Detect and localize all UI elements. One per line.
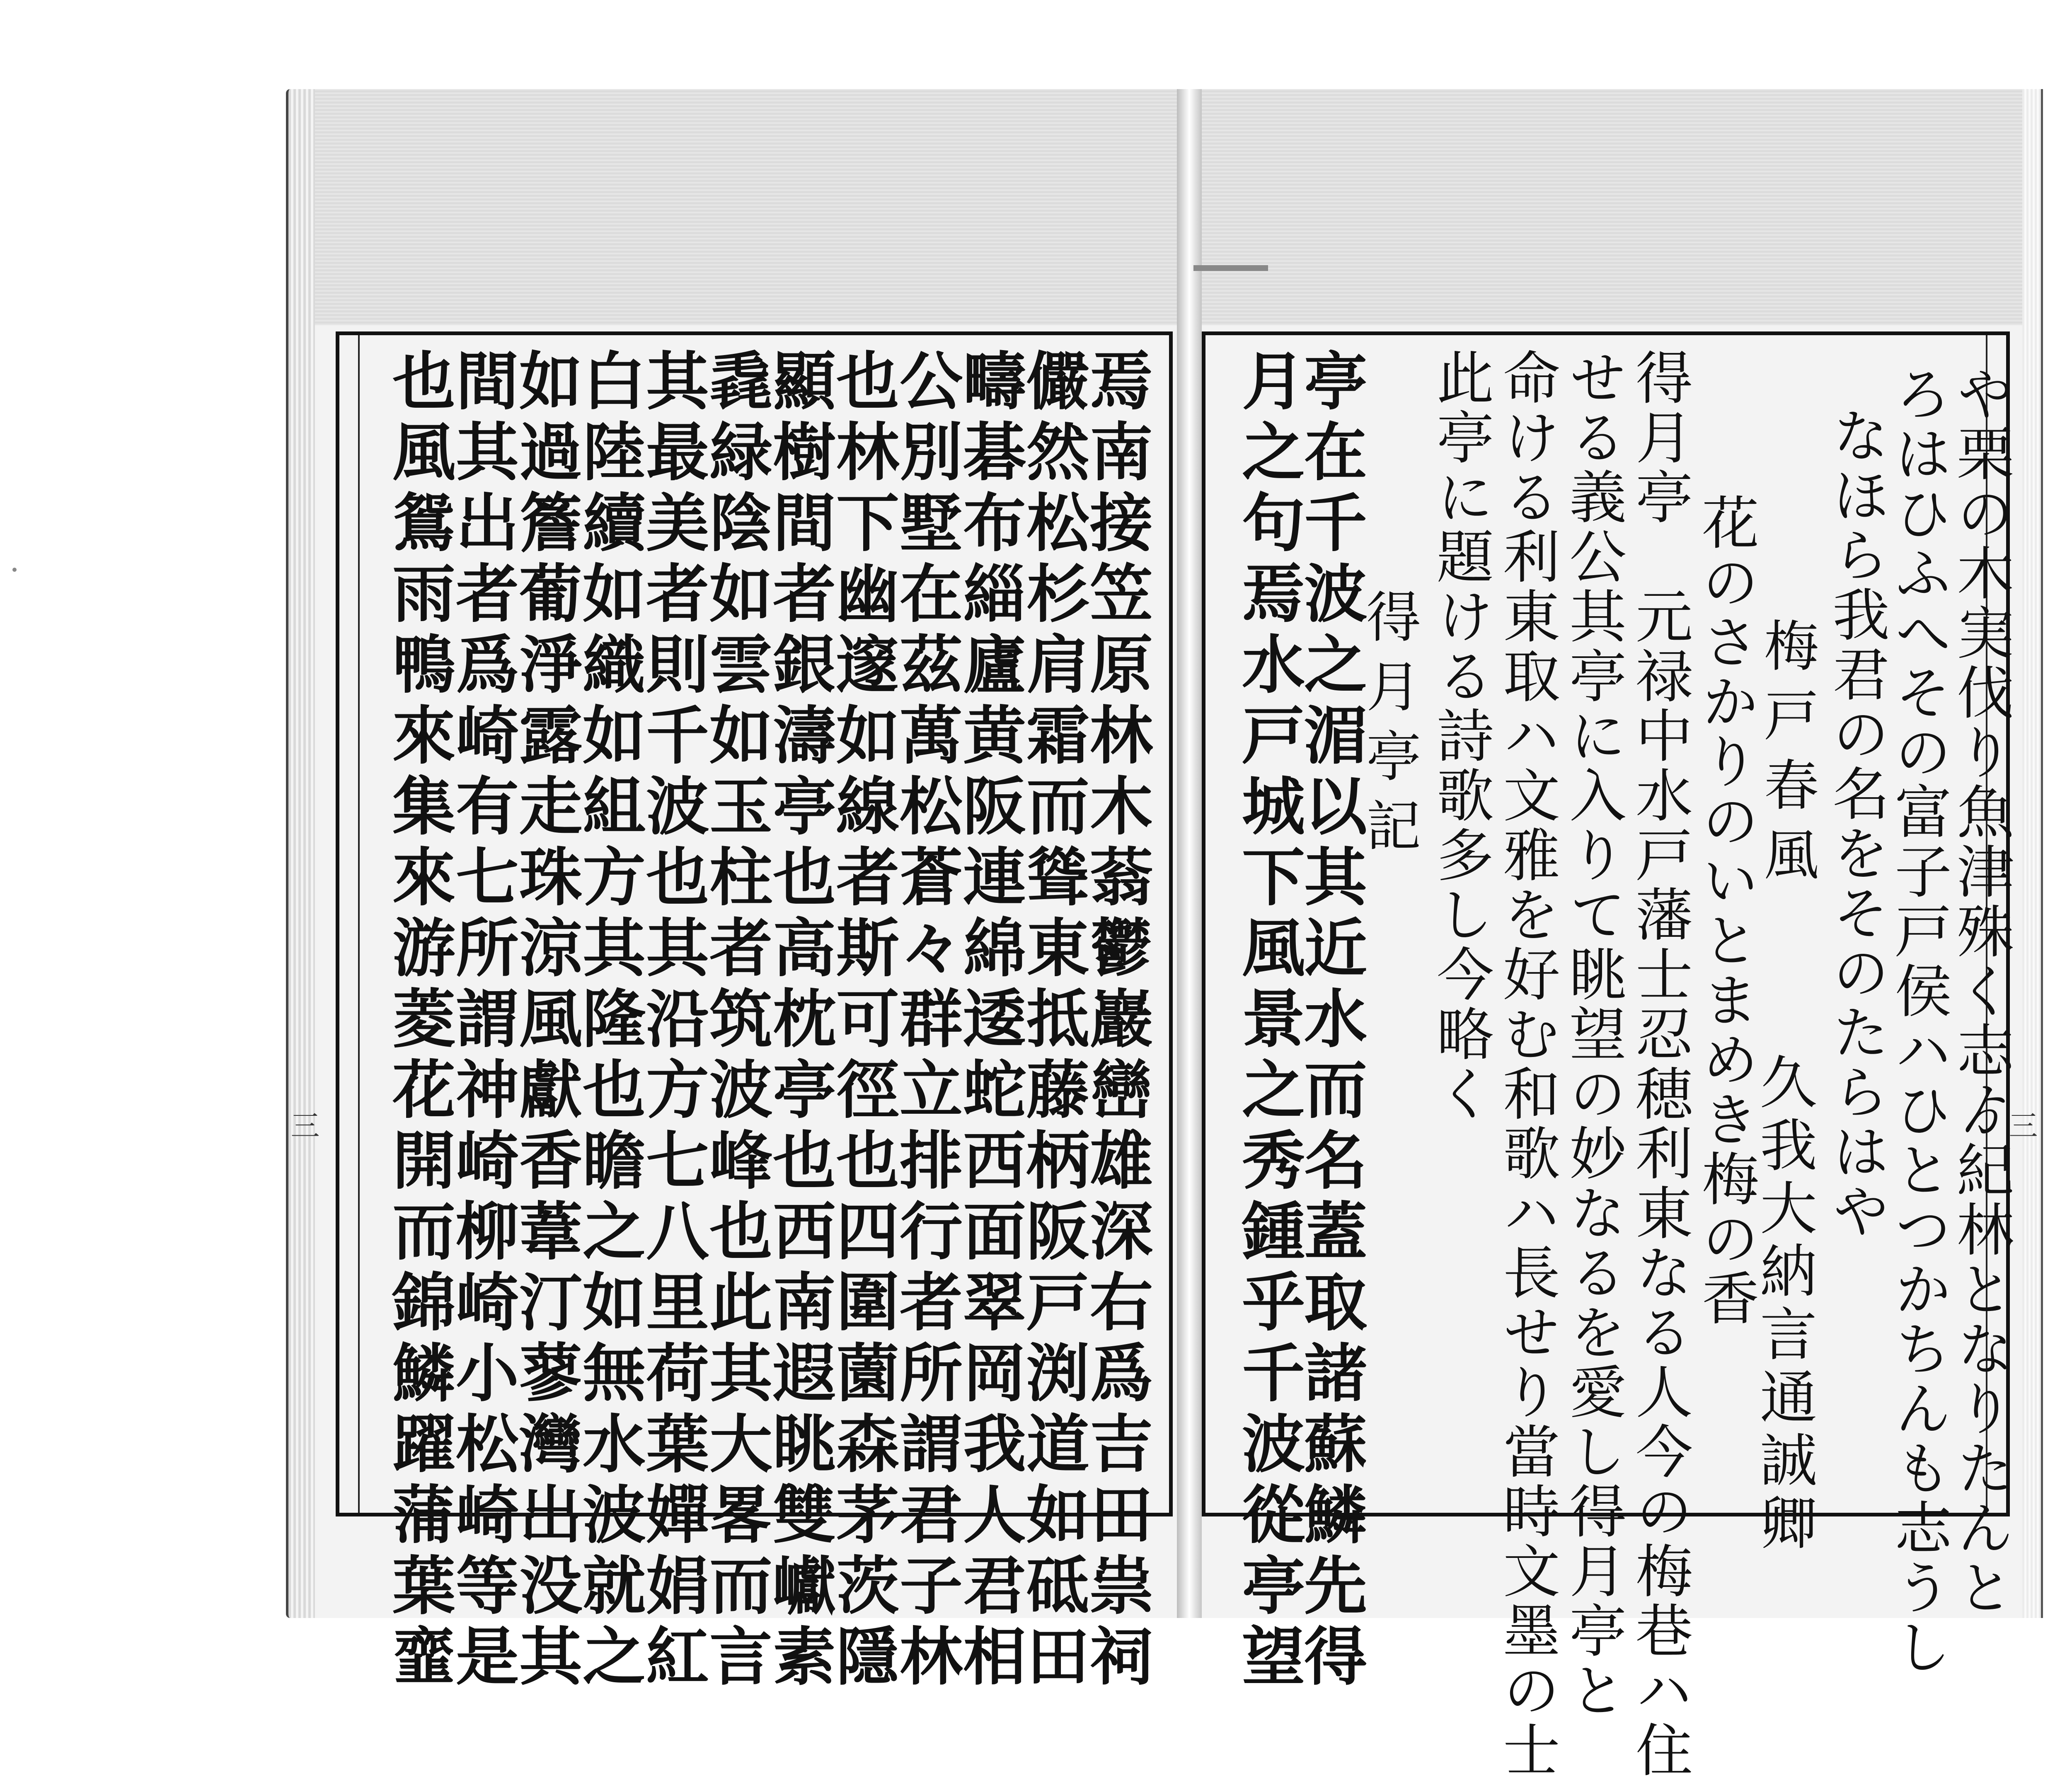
right-kanbun-line-2: 亭在千波之湄以其近水而名蓋取諸蘇鱗先得 [1294, 348, 1368, 1694]
kana-line-4: 得月亭 元禄中水戸藩士忍穂利東なる人今の梅巷ハ住 [1626, 348, 1693, 1780]
top-margin-right [1193, 89, 2022, 325]
smudge-mark [1193, 265, 1268, 271]
kana-line-3: せる義公其亭に入りて眺望の妙なるを愛し得月亭と [1560, 348, 1627, 1720]
poem-title: 梅戸春風 [1755, 617, 1818, 896]
left-line-2: 間其出者爲崎有七所謂神崎柳崎小松崎等是 [445, 348, 520, 1694]
page-edge-right [2022, 89, 2043, 1618]
left-line-9: 公別墅在茲萬松蒼々群立排行者所謂君子林 [889, 348, 963, 1694]
left-line-12: 焉南接笠原林木蓊鬱巖巒雄深右爲吉田祟祠 [1080, 348, 1154, 1694]
poem-line-1: なほら我君の名をそのたらはや [1823, 406, 1890, 1241]
poem-line-2: ろはひふへその富子戸侯ハひとつかちんも志うし [1885, 365, 1952, 1677]
dust-speck [12, 568, 17, 572]
left-line-8: 也林下幽邃如線者斯可徑也四圍薗森茅茨隱 [826, 348, 900, 1694]
kana-line-1: 此亭に題ける詩歌多し今略く [1427, 348, 1494, 1124]
kanbun-title: 得月亭記 [1357, 588, 1421, 867]
poem-author: 久我大納言通誠卿 [1750, 1052, 1817, 1556]
folio-right: 三 [2004, 1110, 2038, 1139]
left-line-7: 顯樹間者銀濤亭也高枕亭也西南遐眺雙巘素 [762, 348, 837, 1694]
top-margin-left [315, 89, 1185, 325]
left-line-11: 儼然松杉肩霜而聳東抵藤柄阪戸渕道如砥田 [1016, 348, 1090, 1694]
left-line-6: 毳緑陰如雲如玉柱者筑波峰也此其大畧而言 [699, 348, 773, 1694]
left-line-1: 也風鴛雨鴨來集來游菱花開而錦鱗躍蒲葉韲 [382, 348, 456, 1694]
gutter [1177, 89, 1202, 1618]
left-line-4: 白陸續如織如組方其隆也瞻之如無水波就之 [572, 348, 646, 1694]
kana-line-2: 命ける利東取ハ文雅を好む和歌ハ長せり當時文墨の士 [1493, 348, 1560, 1780]
folio-left: 三 [286, 1110, 320, 1139]
poem-line-3: や栗の木実伐り魚津殊く志ゟ紀林となりたんと [1947, 365, 2014, 1618]
left-line-5: 其最美者則千波也其沿方七八里荷葉嬋娟紅 [636, 348, 710, 1694]
left-line-10: 疇碁布緇廬黄阪連綿逶蛇西面翠岡我人君相 [953, 348, 1027, 1694]
right-kanbun-line-1: 月之句焉水戸城下風景之秀鍾乎千波從亭望 [1232, 348, 1306, 1694]
kana-line-5: 花のさかりのいとまめき梅の香 [1692, 493, 1759, 1328]
left-line-3: 如過簷葡淨露走珠涼風獻香葦汀蓼灣出没其 [509, 348, 583, 1694]
inner-rule-left [358, 335, 360, 1513]
